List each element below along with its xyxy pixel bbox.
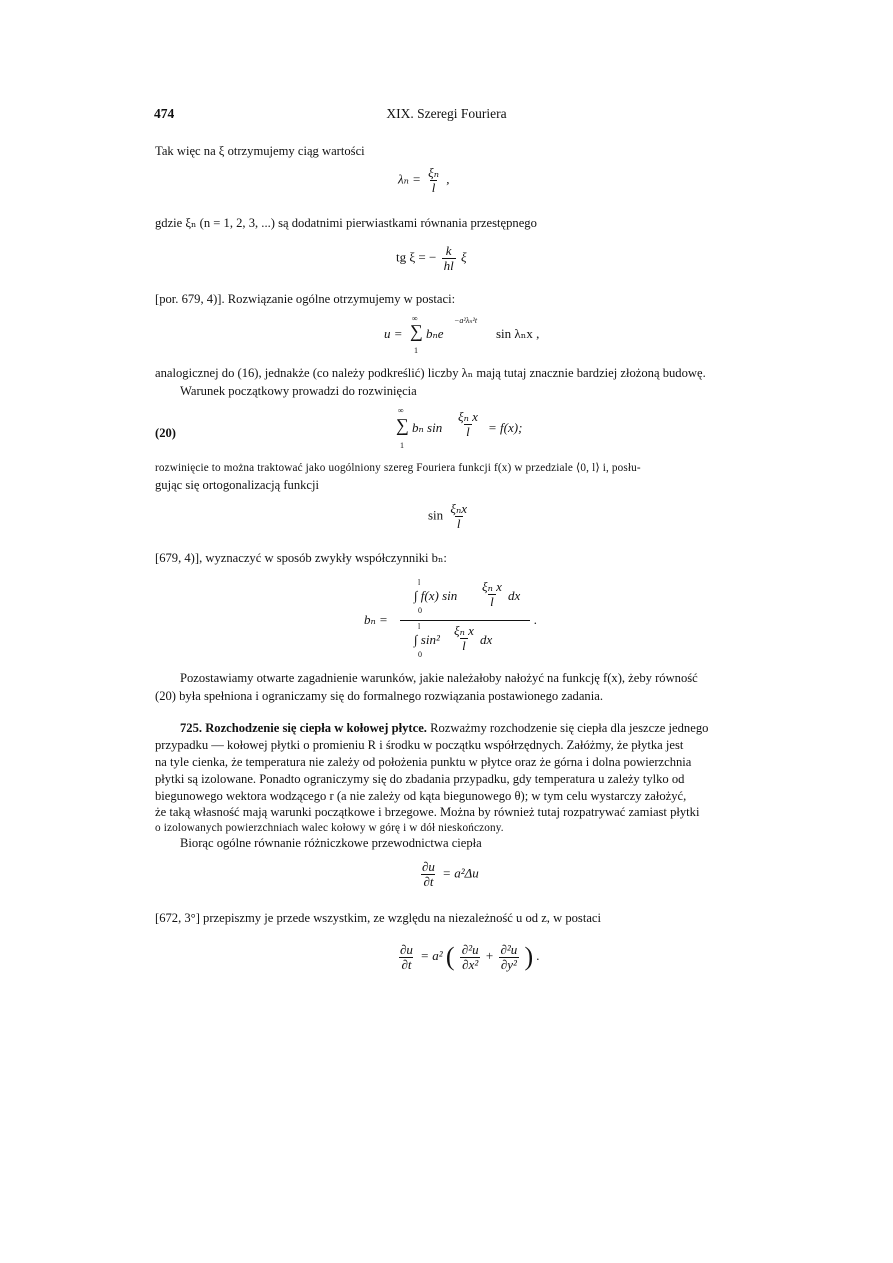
formula-part: tg ξ = − xyxy=(396,249,437,265)
section-heading: 725. Rozchodzenie się ciepła w kołowej płytce. xyxy=(180,721,427,735)
sum-upper-limit: ∞ xyxy=(398,406,404,415)
numerator: k xyxy=(445,243,452,258)
right-paren: ) xyxy=(524,942,534,971)
denominator: l xyxy=(431,180,436,195)
fraction xyxy=(420,860,437,889)
text-line: [672, 3°] przepiszmy je przede wszystkim, ze względu na niezależność u od z, w postaci xyxy=(155,911,602,925)
formula-part: dx xyxy=(508,588,521,603)
text-line: na tyle cienka, że temperatura nie zależy od położenia punktu w płytce oraz że górna i dolna powierzchnia xyxy=(155,755,692,769)
text-line: [679, 4)], wyznaczyć w sposób zwykły współczynniki bₙ: xyxy=(155,551,447,565)
formula-part: dx xyxy=(480,632,493,647)
numerator: ξₙ xyxy=(428,165,440,180)
numerator: ξₙx xyxy=(450,501,468,516)
integral-upper-limit: l xyxy=(418,622,421,631)
text-line: rozwinięcie to można traktować jako uogólniony szereg Fouriera funkcji f(x) w przedziale ⟨0, l⟩ i, posłu- xyxy=(155,462,641,474)
formula-heat-equation xyxy=(418,860,479,889)
formula-part: = f(x); xyxy=(488,420,523,435)
fraction xyxy=(426,166,441,195)
text-line: Pozostawiamy otwarte zagadnienie warunków, jakie należałoby nałożyć na funkcję f(x), żeby równość xyxy=(180,671,698,685)
formula-part: sin λₙx , xyxy=(496,326,540,341)
formula-part: bₙ sin xyxy=(412,420,443,435)
fraction xyxy=(456,410,480,439)
denominator: hl xyxy=(443,258,454,273)
text-run: Rozważmy rozchodzenie się ciepła dla jeszcze jednego xyxy=(426,721,709,735)
integral-lower-limit: 0 xyxy=(418,606,422,615)
denominator: ∂x² xyxy=(462,956,479,972)
fraction xyxy=(498,943,519,972)
fraction xyxy=(452,624,476,653)
text-line: gując się ortogonalizacją funkcji xyxy=(155,478,320,492)
formula-part: sin xyxy=(428,507,444,523)
text-line: Tak więc na ξ otrzymujemy ciąg wartości xyxy=(155,144,365,158)
formula-part: , xyxy=(446,171,450,187)
exponent: −a²λₙ²t xyxy=(454,316,478,325)
formula-part: ξ xyxy=(460,249,467,265)
text-line: gdzie ξₙ (n = 1, 2, 3, ...) są dodatnimi pierwiastkami równania przestępnego xyxy=(155,216,537,230)
text-line: biegunowego wektora wodzącego r (a nie zależy od kąta biegunowego θ); w tym celu wystarczy założyć, xyxy=(155,789,687,803)
equation-label: (20) xyxy=(155,426,176,440)
text-line: płytki są izolowane. Ponadto ograniczymy się do zbadania przypadku, gdy temperatura u zależy tylko od xyxy=(155,772,685,786)
formula-part: bₙe xyxy=(426,326,444,341)
denominator: ∂y² xyxy=(500,956,517,972)
fraction-bar xyxy=(400,620,530,621)
numerator: ∂²u xyxy=(461,941,479,957)
formula-part: u = xyxy=(384,326,403,341)
page-number: 474 xyxy=(154,106,175,121)
numerator: ∂²u xyxy=(500,941,518,957)
sum-lower-limit: 1 xyxy=(400,441,404,450)
denominator: ∂t xyxy=(423,874,434,889)
formula-part: . xyxy=(534,612,538,627)
section-725-first-line xyxy=(180,720,708,736)
formula-expansion xyxy=(396,406,596,454)
text-line: Biorąc ogólne równanie różniczkowe przewodnictwa ciepła xyxy=(180,836,482,850)
formula-general-solution xyxy=(384,314,644,358)
denominator: l xyxy=(466,424,470,439)
text-line: (20) była spełniona i ograniczamy się do formalnego rozwiązania postawionego zadania. xyxy=(155,689,603,703)
formula-part: = a² xyxy=(420,947,443,963)
formula-part: ∫ sin² xyxy=(414,632,440,647)
text-line: analogicznej do (16), jednakże (co należy podkreślić) liczby λₙ mają tutaj znacznie bardziej złożoną budowę. xyxy=(155,366,706,380)
denominator: l xyxy=(490,594,494,609)
fraction xyxy=(460,943,481,972)
sum-symbol: ∑ xyxy=(410,321,423,341)
formula-part: ∫ f(x) sin xyxy=(414,588,458,603)
text-line: [por. 679, 4)]. Rozwiązanie ogólne otrzymujemy w postaci: xyxy=(155,292,456,306)
numerator: ξₙ x xyxy=(458,409,478,424)
fraction xyxy=(442,244,456,273)
left-paren: ( xyxy=(445,942,455,971)
text-line: Warunek początkowy prowadzi do rozwinięcia xyxy=(180,384,417,398)
plus-sign: + xyxy=(485,947,494,963)
text-line: przypadku — kołowej płytki o promieniu R i środku w początku współrzędnych. Załóżmy, że płytka jest xyxy=(155,738,684,752)
numerator: ξₙ x xyxy=(454,623,474,638)
fraction xyxy=(448,502,469,531)
formula-part: λₙ = xyxy=(398,171,421,187)
formula-transcendental xyxy=(396,244,467,273)
numerator: ξₙ x xyxy=(482,579,502,594)
sum-lower-limit: 1 xyxy=(414,346,418,355)
formula-part: bₙ = xyxy=(364,612,388,627)
denominator: ∂t xyxy=(401,956,412,972)
formula-part: . xyxy=(536,947,540,963)
denominator: l xyxy=(462,638,466,653)
formula-heat-equation-2d xyxy=(396,942,540,972)
sum-symbol: ∑ xyxy=(396,415,409,435)
numerator: ∂u xyxy=(400,941,413,957)
denominator: l xyxy=(456,516,461,531)
formula-orthogonal-function xyxy=(428,502,471,531)
text-line: o izolowanych powierzchniach walec kołowy w górę i w dół nieskończony. xyxy=(155,822,504,834)
formula-part: = a²Δu xyxy=(442,865,479,881)
sum-upper-limit: ∞ xyxy=(412,314,418,323)
running-title: XIX. Szeregi Fouriera xyxy=(386,106,507,121)
fraction xyxy=(398,943,415,972)
text-line: że taką własność mają warunki początkowe i brzegowe. Można by również tutaj rozpatrywać zamiast płytki xyxy=(155,805,700,819)
numerator: ∂u xyxy=(422,859,435,874)
fraction xyxy=(480,580,504,609)
formula-coefficients xyxy=(364,578,564,664)
formula-lambda xyxy=(398,166,450,195)
integral-upper-limit: l xyxy=(418,578,421,587)
integral-lower-limit: 0 xyxy=(418,650,422,659)
